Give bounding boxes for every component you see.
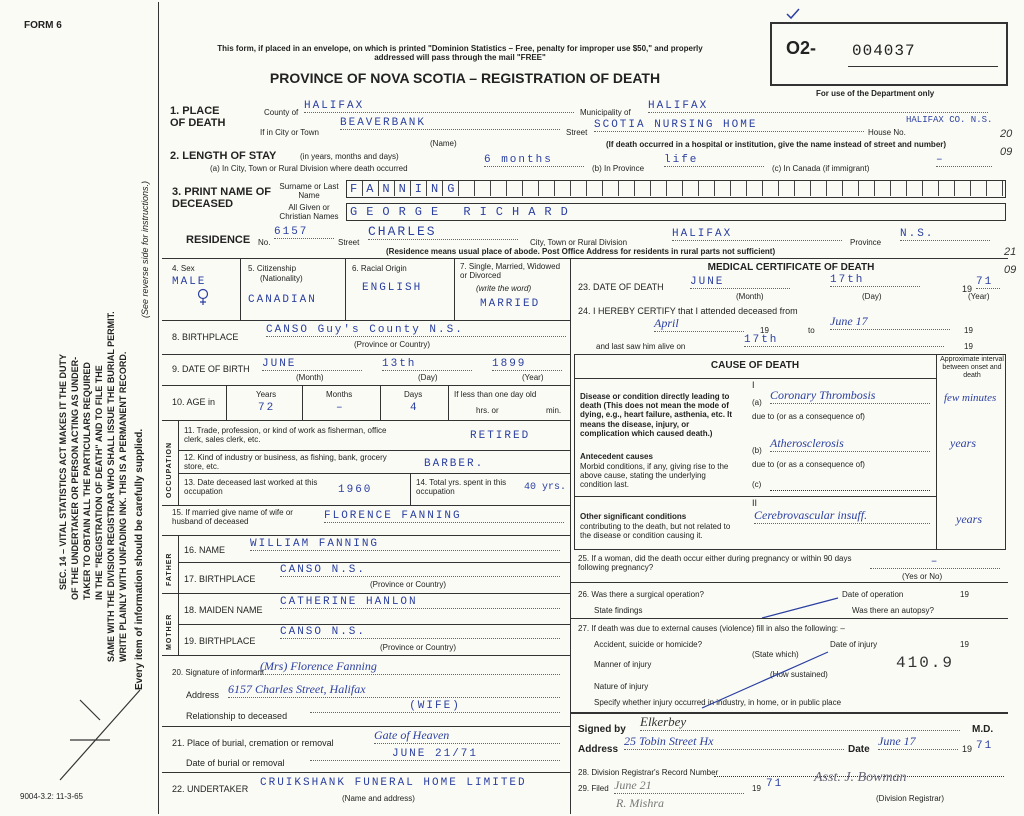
dept-use-note: For use of the Department only [816,89,935,98]
residence-province-value: N.S. [900,228,990,241]
date-of-death-month: JUNE [690,276,790,289]
mother-maiden-value: CATHERINE HANLON [280,596,560,609]
dod-year-note: (Year) [968,292,990,301]
clerk-signature: R. Mishra [616,796,664,810]
place-of-death-label: 1. PLACE OF DEATH [170,105,226,130]
name-grid-cell [923,181,939,196]
total-years-value: 40 yrs. [524,482,567,493]
print-name-label: 3. PRINT NAME OF DECEASED [172,186,272,211]
pregnancy-value: – [870,556,1000,569]
age-months-value: – [336,402,345,414]
external-causes-label: 27. If death was due to external causes (violence) fill in also the following: – [578,624,845,633]
act-line-8: (See reverse side for instructions.) [140,180,150,318]
name-grid-cell [715,181,731,196]
other-conditions-value: Cerebrovascular insuff. [754,508,930,524]
mother-birthplace-value: CANSO N.S. [280,626,560,639]
cod-a-value: Coronary Thrombosis [770,388,930,404]
age-label: 10. AGE in [172,397,216,407]
dob-day: 13th [382,358,472,371]
informant-signature: (Mrs) Florence Fanning [260,659,560,675]
rule-after-mother [162,655,570,656]
rule-age-months [302,385,303,420]
stay-canada-value: – [936,154,992,167]
length-of-stay-label: 2. LENGTH OF STAY [170,150,277,162]
name-grid-cell [635,181,651,196]
other-conditions-interval: years [956,512,982,526]
act-line-7: Every item of information should be carefully supplied. [134,428,145,690]
rule-after-birthplace [162,354,570,355]
rule-occupation-tag [178,420,179,505]
cod-part2-rule [574,496,936,497]
medical-cert-title: MEDICAL CERTIFICATE OF DEATH [707,262,875,273]
filed-value: June 21 [614,778,744,794]
cod-a-interval: few minutes [944,392,997,404]
autopsy-label: Was there an autopsy? [852,606,934,615]
margin-code-1: 20 [1000,128,1013,140]
due-to-b: due to (or as a consequence of) [752,460,865,469]
registration-number-box [770,22,1008,86]
name-grid-cell [731,181,747,196]
father-prov-note: (Province or Country) [370,580,447,589]
residence-no-value: 6157 [274,226,334,239]
rule-top-main [162,258,1008,259]
reg-underline [848,66,998,67]
age-min-label: min. [546,406,562,415]
birthplace-prov-note: (Province or Country) [354,340,431,349]
margin-code-2: 09 [1000,146,1013,158]
name-grid-cell [699,181,715,196]
undertaker-name-addr: (Name and address) [342,794,415,803]
op-year-prefix: 19 [960,590,969,599]
surname-value: FANNING [350,182,464,196]
roman-one: I [752,380,755,390]
state-which-note: (State which) [752,650,799,659]
stay-city-label: (a) In City, Town or Rural Division where death occurred [210,164,408,173]
act-line-1: SEC. 14 – VITAL STATISTICS ACT MAKES IT THE DUTY [58,353,68,590]
date-of-death-label: 23. DATE OF DEATH [578,282,664,292]
record-number-label: 28. Division Registrar's Record Number [578,768,719,777]
mother-maiden-label: 18. MAIDEN NAME [184,605,263,615]
rule-after-informant [162,726,570,727]
name-grid-cell [843,181,859,196]
rule-race-marital [454,258,455,320]
residence-label: RESIDENCE [186,234,251,246]
stay-province-value: life [664,154,764,167]
print-code: 9004-3.2: 11-3-65 [20,792,84,801]
name-grid-cell [475,181,491,196]
name-grid-cell [827,181,843,196]
municipality-value: HALIFAX [648,100,988,113]
citizenship-value: CANADIAN [248,294,317,306]
mother-birthplace-label: 19. BIRTHPLACE [184,636,256,646]
attended-to: June 17 [830,314,950,330]
relationship-value: (WIFE) [310,700,560,713]
name-grid-cell [619,181,635,196]
name-grid-cell [907,181,923,196]
residence-street-value: CHARLES [368,224,518,240]
rule-after-row4 [162,320,570,321]
margin-pen-stroke [40,680,150,790]
stay-canada-label: (c) In Canada (if immigrant) [772,164,870,173]
manner-label: Manner of injury [594,660,652,669]
name-grid-cell [603,181,619,196]
dob-year: 1899 [492,358,562,371]
residence-city-label: City, Town or Rural Division [530,238,628,247]
rule-after-spouse [162,535,570,536]
father-name-label: 16. NAME [184,545,226,555]
name-grid-cell [539,181,555,196]
given-names-value: GEORGE RICHARD [350,205,577,219]
last-worked-label: 13. Date deceased last worked at this occupation [184,478,318,497]
sig-year-prefix: 19 [962,744,973,754]
disease-label: Disease or condition directly leading to death (This does not mean the mode of dying, e.g., heart failure, asthenia, etc. It means the disease, injury, or complication which caused death.) [580,392,733,438]
residence-street-label: Street [338,238,360,247]
surgical-op-label: 26. Was there a surgical operation? [578,590,704,599]
cod-a-label: (a) [752,398,762,407]
trade-value: RETIRED [470,430,531,442]
county-value: HALIFAX [304,100,574,113]
burial-place-label: 21. Place of burial, cremation or removal [172,738,334,748]
check-mark-icon [786,8,800,20]
name-grid-cell [571,181,587,196]
mother-prov-note: (Province or Country) [380,643,457,652]
surname-label: Surname or Last Name [279,182,339,201]
name-grid-cell [987,181,1003,196]
rule-age-years [226,385,227,420]
dob-year-note: (Year) [522,373,544,382]
rule-after-age [162,420,570,421]
name-grid-cell [523,181,539,196]
sex-label: 4. Sex [172,264,195,273]
cod-c-label: (c) [752,480,762,489]
father-birthplace-label: 17. BIRTHPLACE [184,574,256,584]
name-grid-cell [555,181,571,196]
pregnancy-label: 25. If a woman, did the death occur either during pregnancy or within 90 days following pregnancy? [578,554,852,573]
rule-13-14 [410,473,411,505]
dod-day-note: (Day) [862,292,882,301]
antecedent-sub: Morbid conditions, if any, giving rise to the above cause, stating the underlying condition last. [580,462,729,490]
antecedent-label: Antecedent causes [580,452,653,461]
attended-from: April [654,316,744,332]
burial-date-value: JUNE 21/71 [310,748,560,761]
residence-no-label: No. [258,238,271,247]
mother-tag: MOTHER [166,613,173,650]
birthplace-value: CANSO Guy's County N.S. [266,324,566,337]
dob-day-note: (Day) [418,373,438,382]
sig-date-label: Date [848,744,870,755]
rule-12-13 [178,473,570,474]
age-less-than-day: If less than one day old [454,390,537,399]
name-grid-cell [587,181,603,196]
cod-header-rule [574,378,936,379]
dob-month: JUNE [262,358,362,371]
occupation-tag: OCCUPATION [166,441,173,498]
street-value: SCOTIA NURSING HOME [594,119,864,132]
rule-11-12 [178,450,570,451]
name-grid-cell [859,181,875,196]
informant-address-value: 6157 Charles Street, Halifax [228,682,560,698]
informant-address-label: Address [186,690,220,700]
postage-notice: This form, if placed in an envelope, on which is printed "Dominion Statistics – Free, penalty for improper use $50," and properly addressed will pass through the mail "FREE" [217,44,703,62]
rule-cit-race [345,258,346,320]
cod-b-interval: years [950,436,976,450]
male-symbol-icon [196,288,210,306]
how-sustained-note: (How sustained) [770,670,828,679]
dob-label: 9. DATE OF BIRTH [172,364,250,374]
age-hrs-label: hrs. or [476,406,499,415]
other-conditions-label: Other significant conditions [580,512,687,521]
filed-year-prefix: 19 [752,784,761,793]
date-of-death-year: 71 [976,276,1000,289]
name-grid-cell [667,181,683,196]
street-label: Street [566,128,588,137]
marital-label: 7. Single, Married, Widowed or Divorced [460,262,561,281]
age-days-label: Days [404,390,423,399]
rule-after-dob [162,385,570,386]
city-value: BEAVERBANK [340,117,560,130]
attended-year-prefix-1: 19 [760,326,769,335]
citizenship-label: 5. Citizenship [248,264,297,273]
margin-code-3: 21 [1004,246,1017,258]
last-saw-label: and last saw him alive on [596,342,686,351]
sig-date-value: June 17 [878,734,958,750]
sex-value: MALE [172,276,207,288]
dod-month-note: (Month) [736,292,764,301]
trade-label: 11. Trade, profession, or kind of work as fisherman, office clerk, sales clerk, etc. [184,426,387,445]
total-years-label: 14. Total yrs. spent in this occupation [416,478,507,497]
name-grid-cell [651,181,667,196]
name-grid-cell [763,181,779,196]
residence-note: (Residence means usual place of abode. Post Office Address for residents in rural parts not sufficient) [386,247,776,256]
signed-by-value: Elkerbey [640,714,960,731]
name-grid-cell [939,181,955,196]
age-years-label: Years [256,390,277,399]
rule-after-26 [570,618,1008,619]
act-line-5: SAME WITH THE DIVISION REGISTRAR WHO SHALL ISSUE THE BURIAL PERMIT. [106,311,116,662]
birthplace-label: 8. BIRTHPLACE [172,332,239,342]
sig-address-label: Address [578,744,619,755]
rule-mid-vertical [570,258,571,814]
state-findings-label: State findings [594,606,643,615]
spouse-value: FLORENCE FANNING [324,510,564,523]
relationship-label: Relationship to deceased [186,711,288,721]
registrar-signature: Asst. J. Bowman [814,770,907,785]
attended-to-label: to [808,326,815,335]
signed-by-label: Signed by [578,724,626,735]
reg-prefix: O2- [786,38,817,58]
rule-father-tag [178,535,179,655]
industry-value: BARBER. [424,458,485,470]
interval-label: Approximate interval between onset and death [940,356,1004,380]
name-grid-cell [891,181,907,196]
division-registrar-label: (Division Registrar) [876,794,945,803]
informant-label: 20. Signature of informant [172,668,265,677]
last-saw-value: 17th [744,334,944,347]
name-grid-cell [795,181,811,196]
age-years-value: 72 [258,402,276,414]
op-date-label: Date of operation [842,590,904,599]
sig-address-value: 25 Tobin Street Hx [624,734,844,750]
hospital-note: (If death occurred in a hospital or institution, give the name instead of street and number) [606,140,947,149]
name-grid-cell [811,181,827,196]
form-number: FORM 6 [24,20,62,31]
cause-of-death-title: CAUSE OF DEATH [710,360,800,371]
page-title: PROVINCE OF NOVA SCOTIA – REGISTRATION OF DEATH [269,70,661,86]
name-grid-cell [875,181,891,196]
citizenship-sub: (Nationality) [260,274,303,283]
rule-after-burial [162,772,570,773]
name-grid-cell [683,181,699,196]
rule-sex-cit [240,258,241,320]
father-birthplace-value: CANSO N.S. [280,564,560,577]
date-of-death-day: 17th [830,274,920,287]
rule-age-days [380,385,381,420]
county-label: County of [264,108,299,117]
house-value: HALIFAX CO. N.S. [906,115,993,125]
cod-b-label: (b) [752,446,762,455]
undertaker-value: CRUIKSHANK FUNERAL HOME LIMITED [260,777,527,789]
other-conditions-sub: contributing to the death, but not related to the disease or condition causing it. [580,522,731,541]
city-label: If in City or Town [260,128,319,137]
residence-province-label: Province [850,238,882,247]
act-line-3: TAKER TO OBTAIN ALL THE PARTICULARS REQUIRED [82,362,92,600]
age-days-value: 4 [410,402,419,414]
attended-year-prefix-2: 19 [964,326,973,335]
rule-age-less [448,385,449,420]
rule-16-17 [178,562,570,563]
age-months-label: Months [326,390,353,399]
cod-interval-divider [936,354,937,550]
stay-province-label: (b) In Province [592,164,645,173]
rule-after-father [162,593,570,594]
burial-date-label: Date of burial or removal [186,758,285,768]
certify-label: 24. I HEREBY CERTIFY that I attended deceased from [578,306,798,316]
given-names-label: All Given or Christian Names [279,203,339,222]
filed-year: 71 [766,778,784,790]
yes-no-note: (Yes or No) [902,572,943,581]
name-grid-cell [779,181,795,196]
strike-through-injury [700,650,830,710]
act-line-6: WRITE PLAINLY WITH UNFADING INK. THIS IS A PERMANENT RECORD. [118,351,128,662]
city-name-note: (Name) [430,139,457,148]
municipality-label: Municipality of [580,108,631,117]
left-margin-rule [158,2,159,814]
name-grid-cell [971,181,987,196]
injury-year-prefix: 19 [960,640,969,649]
classification-code: 410.9 [896,654,955,672]
father-name-value: WILLIAM FANNING [250,538,560,551]
cod-b-value: Atherosclerosis [770,436,930,452]
father-tag: FATHER [166,552,173,586]
act-line-2: OF THE UNDERTAKER OR PERSON ACTING AS UNDER- [70,356,80,600]
racial-origin-label: 6. Racial Origin [352,264,407,273]
filed-label: 29. Filed [578,784,609,793]
name-grid-cell [491,181,507,196]
sig-year: 71 [976,740,994,752]
rule-after-25 [570,582,1008,583]
reg-number: 004037 [852,42,916,60]
residence-city-value: HALIFAX [672,228,842,241]
last-worked-value: 1960 [338,484,373,496]
marital-sub: (write the word) [476,284,532,293]
stay-city-value: 6 months [484,154,584,167]
rule-18-19 [178,624,570,625]
length-of-stay-sub: (in years, months and days) [300,152,399,161]
due-to-a: due to (or as a consequence of) [752,412,865,421]
date-of-death-year-prefix: 19 [962,284,973,294]
house-label: House No. [868,128,906,137]
name-grid-cell [955,181,971,196]
marital-value: MARRIED [480,298,541,310]
accident-label: Accident, suicide or homicide? [594,640,703,649]
injury-date-label: Date of injury [830,640,878,649]
rule-after-occupation [162,505,570,506]
cod-c-line [770,490,930,491]
undertaker-label: 22. UNDERTAKER [172,784,249,794]
roman-two: II [752,498,758,508]
strike-through-mark [760,596,840,620]
industry-label: 12. Kind of industry or business, as fishing, bank, grocery store, etc. [184,453,387,472]
dob-month-note: (Month) [296,373,324,382]
nature-label: Nature of injury [594,682,649,691]
burial-place-value: Gate of Heaven [374,728,560,744]
act-line-4: IN THE "REGISTRATION OF DEATH" AND TO FILE THE [94,365,104,600]
md-label: M.D. [972,724,994,735]
margin-code-4: 09 [1004,264,1017,276]
racial-origin-value: ENGLISH [362,282,423,294]
name-grid-cell [507,181,523,196]
specify-label: Specify whether injury occurred in industry, in home, or in public place [594,698,842,707]
name-grid-cell [747,181,763,196]
spouse-label: 15. If married give name of wife or husband of deceased [172,508,293,527]
last-saw-year-prefix: 19 [964,342,973,351]
